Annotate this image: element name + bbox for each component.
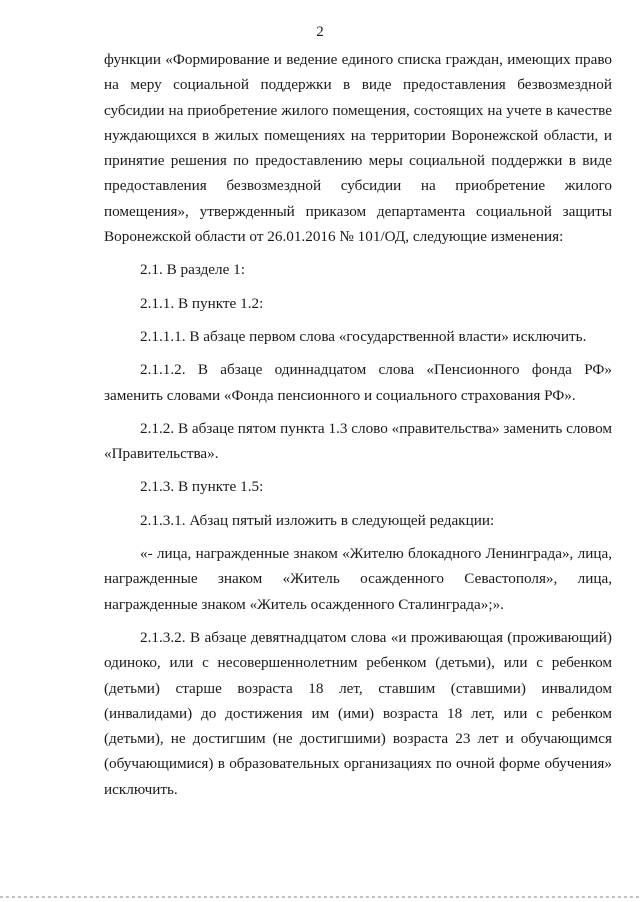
page-number: 2 (316, 24, 324, 40)
paragraph-2-1-3: 2.1.3. В пункте 1.5: (140, 478, 264, 496)
paragraph-2-1-1: 2.1.1. В пункте 1.2: (140, 294, 264, 312)
paragraph-intro: функции «Формирование и ведение единого списка граждан, имеющих право на меру социальной поддержки в виде предоставления безвозмездной субсидии на приобретение жилого помещения, состоящих на учете в качестве нуждающихся в жилых помещениях на территории Воронежской области, и принятие решения по предоставлению меры социальной поддержки в виде предоставления безвозмездной субсидии на приобретение жилого помещения», утвержденный приказом департамента социальной защиты Воронежской области от 26.01.2016 № 101/ОД, следующие изменения: (104, 51, 612, 246)
scan-edge (0, 896, 640, 898)
paragraph-2-1-3-2: 2.1.3.2. В абзаце девятнадцатом слова «и проживающая (проживающий) одиноко, или с несовершеннолетним ребенком (детьми), или с ребенком (детьми) старше возраста 18 лет, ставшим (ставшими) инвалидом (инвалидами) до достижения им (ими) возраста 18 лет, или с ребенком (детьми), не достигшим (не достигшими) возраста 23 лет и обучающимся (обучающимися) в образовательных организациях по очной форме обучения» исключить. (104, 628, 612, 798)
paragraph-2-1-3-1: 2.1.3.1. Абзац пятый изложить в следующей редакции: (140, 511, 495, 529)
paragraph-2-1: 2.1. В разделе 1: (140, 261, 245, 279)
paragraph-2-1-1-2: 2.1.1.2. В абзаце одиннадцатом слова «Пенсионного фонда РФ» заменить словами «Фонда пенсионного и социального страхования РФ». (104, 361, 612, 404)
paragraph-quote: «- лица, награжденные знаком «Жителю блокадного Ленинграда», лица, награжденные знаком «Житель осажденного Севастополя», лица, награжденные знаком «Житель осажденного Сталинграда»;». (104, 545, 612, 613)
paragraph-2-1-2: 2.1.2. В абзаце пятом пункта 1.3 слово «правительства» заменить словом «Правительства». (104, 419, 612, 463)
document-body (104, 47, 612, 802)
paragraph-2-1-1-1: 2.1.1.1. В абзаце первом слова «государственной власти» исключить. (140, 327, 587, 345)
